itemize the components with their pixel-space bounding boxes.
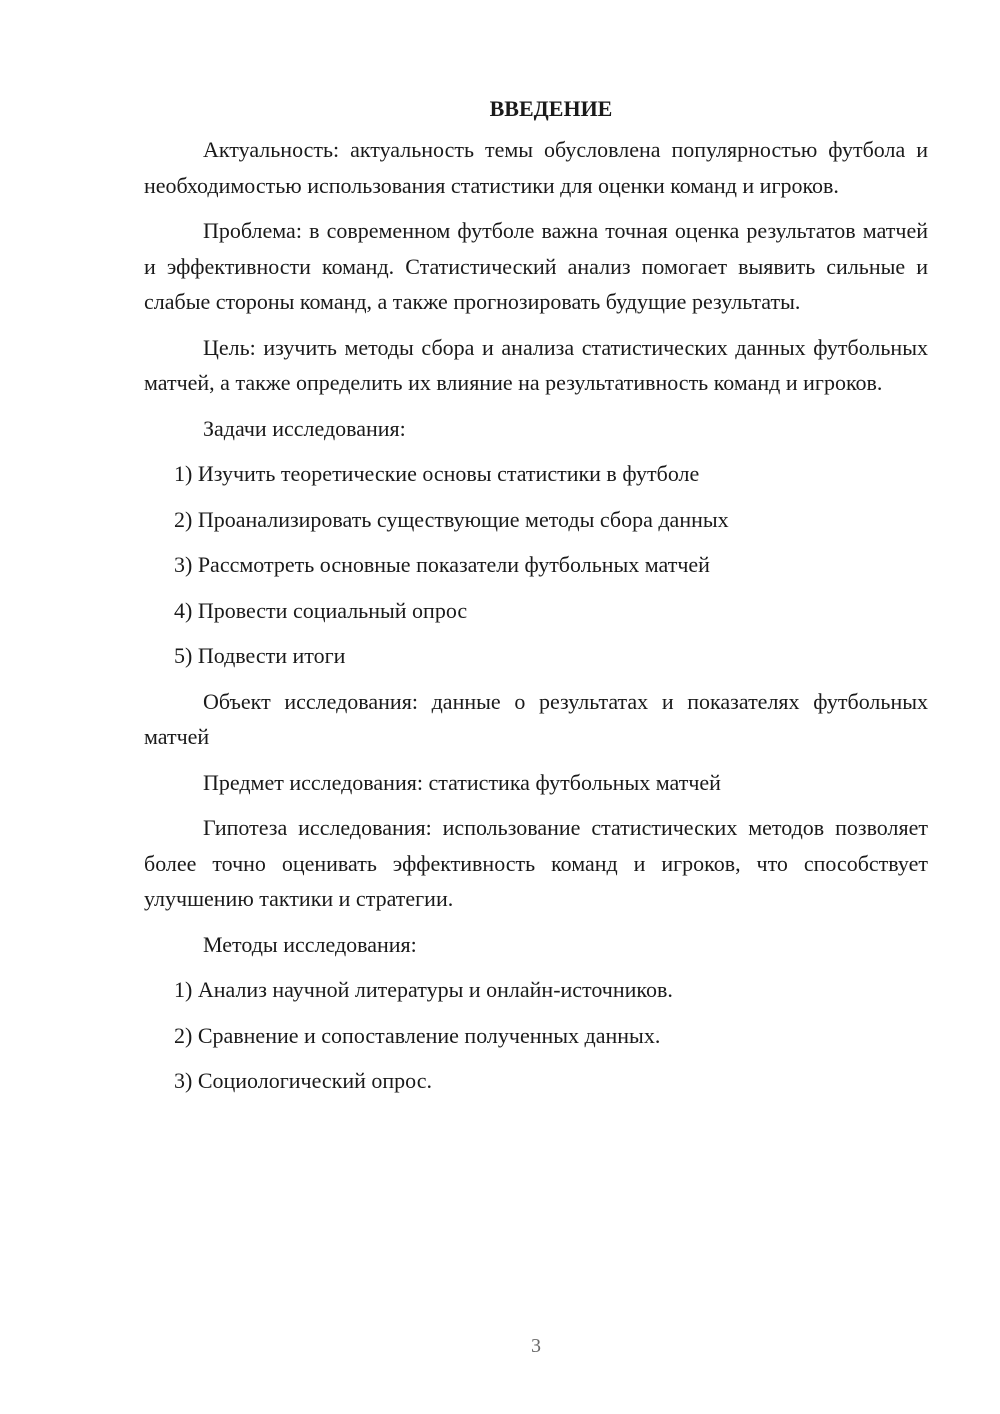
relevance-paragraph: Актуальность: актуальность темы обусловлена популярностью футбола и необходимостью использования статистики для оценки команд и игроков.	[144, 137, 928, 198]
subject-paragraph: Предмет исследования: статистика футбольных матчей	[203, 769, 721, 795]
task-item: 4) Провести социальный опрос	[174, 597, 468, 623]
tasks-heading: Задачи исследования:	[203, 415, 406, 441]
task-item: 3) Рассмотреть основные показатели футбольных матчей	[174, 552, 710, 577]
section-heading: ВВЕДЕНИЕ	[489, 96, 613, 121]
document-page	[144, 92, 928, 1109]
methods-heading: Методы исследования:	[203, 931, 417, 957]
goal-paragraph: Цель: изучить методы сбора и анализа статистических данных футбольных матчей, а также определить их влияние на результативность команд и игроков.	[144, 334, 928, 395]
method-item: 1) Анализ научной литературы и онлайн-источников.	[174, 977, 673, 1002]
method-item: 3) Социологический опрос.	[174, 1068, 432, 1093]
problem-paragraph: Проблема: в современном футболе важна точная оценка результатов матчей и эффективности команд. Статистический анализ помогает выявить сильные и слабые стороны команд, а также прогнозировать будущие результаты.	[144, 218, 928, 314]
task-item: 1) Изучить теоретические основы статистики в футболе	[174, 461, 700, 486]
method-item: 2) Сравнение и сопоставление полученных данных.	[174, 1022, 661, 1048]
task-item: 2) Проанализировать существующие методы сбора данных	[174, 506, 729, 532]
task-item: 5) Подвести итоги	[174, 643, 346, 668]
hypothesis-paragraph: Гипотеза исследования: использование статистических методов позволяет более точно оценивать эффективность команд и игроков, что способствует улучшению тактики и стратегии.	[144, 815, 928, 911]
page-number: 3	[531, 1335, 541, 1357]
object-paragraph: Объект исследования: данные о результатах и показателях футбольных матчей	[144, 688, 928, 749]
